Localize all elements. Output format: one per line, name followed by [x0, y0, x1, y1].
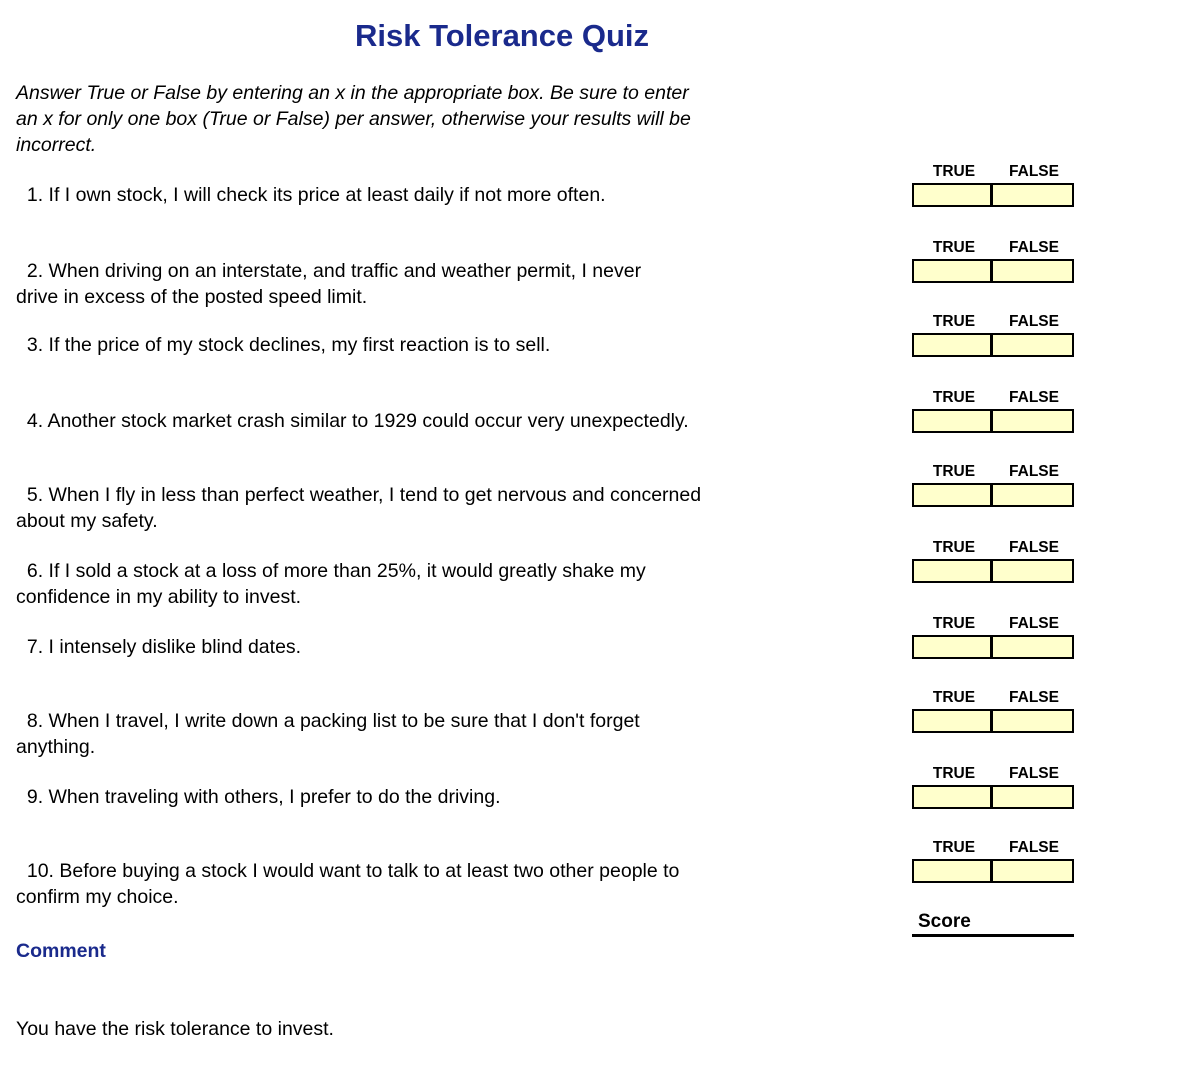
question-1-text: 1. If I own stock, I will check its price at least daily if not more often.	[16, 184, 606, 206]
question-10-true-box[interactable]	[912, 859, 992, 883]
false-label: FALSE	[1009, 163, 1059, 180]
true-label: TRUE	[932, 615, 976, 632]
true-label: TRUE	[932, 313, 976, 330]
score-label: Score	[918, 911, 971, 932]
true-label: TRUE	[932, 689, 976, 706]
question-7-text: 7. I intensely dislike blind dates.	[16, 636, 302, 658]
question-2-answer	[912, 239, 1074, 285]
question-9-answer	[912, 765, 1074, 811]
question-4-text: 4. Another stock market crash similar to 1929 could occur very unexpectedly.	[16, 410, 689, 432]
question-6-answer	[912, 539, 1074, 585]
instructions-text: Answer True or False by entering an x in the appropriate box. Be sure to enter an x for only one box (True or False) per answer, otherwise your results will be incorrect.	[16, 82, 691, 156]
question-2-false-box[interactable]	[992, 259, 1074, 283]
true-label: TRUE	[932, 239, 976, 256]
question-7-false-box[interactable]	[992, 635, 1074, 659]
question-5-false-box[interactable]	[992, 483, 1074, 507]
false-label: FALSE	[1009, 689, 1059, 706]
false-label: FALSE	[1009, 389, 1059, 406]
true-label: TRUE	[932, 389, 976, 406]
question-9-true-box[interactable]	[912, 785, 992, 809]
score-underline	[912, 934, 1074, 937]
question-6-text: 6. If I sold a stock at a loss of more than 25%, it would greatly shake my confidence in my ability to invest.	[16, 560, 646, 608]
question-8-true-box[interactable]	[912, 709, 992, 733]
question-3-true-box[interactable]	[912, 333, 992, 357]
false-label: FALSE	[1009, 839, 1059, 856]
false-label: FALSE	[1009, 539, 1059, 556]
question-2-true-box[interactable]	[912, 259, 992, 283]
question-10-text: 10. Before buying a stock I would want to talk to at least two other people to confirm my choice.	[16, 860, 680, 908]
question-8-answer	[912, 689, 1074, 735]
question-5-text: 5. When I fly in less than perfect weather, I tend to get nervous and concerned about my safety.	[16, 484, 702, 532]
question-3-text: 3. If the price of my stock declines, my first reaction is to sell.	[16, 334, 551, 356]
question-8-text: 8. When I travel, I write down a packing list to be sure that I don't forget anything.	[16, 710, 640, 758]
false-label: FALSE	[1009, 765, 1059, 782]
question-6-true-box[interactable]	[912, 559, 992, 583]
question-7-answer	[912, 615, 1074, 661]
true-label: TRUE	[932, 463, 976, 480]
question-8-false-box[interactable]	[992, 709, 1074, 733]
question-9-false-box[interactable]	[992, 785, 1074, 809]
question-1-false-box[interactable]	[992, 183, 1074, 207]
question-7-true-box[interactable]	[912, 635, 992, 659]
question-3-false-box[interactable]	[992, 333, 1074, 357]
false-label: FALSE	[1009, 463, 1059, 480]
comment-heading: Comment	[16, 940, 106, 962]
question-10-false-box[interactable]	[992, 859, 1074, 883]
question-2-text: 2. When driving on an interstate, and traffic and weather permit, I never drive in excess of the posted speed limit.	[16, 260, 642, 308]
false-label: FALSE	[1009, 313, 1059, 330]
false-label: FALSE	[1009, 615, 1059, 632]
true-label: TRUE	[932, 163, 976, 180]
question-9-text: 9. When traveling with others, I prefer to do the driving.	[16, 786, 501, 808]
question-4-answer	[912, 389, 1074, 435]
page-title: Risk Tolerance Quiz	[354, 18, 649, 53]
question-1-answer	[912, 163, 1074, 209]
question-10-answer	[912, 839, 1074, 885]
question-6-false-box[interactable]	[992, 559, 1074, 583]
question-5-true-box[interactable]	[912, 483, 992, 507]
question-5-answer	[912, 463, 1074, 509]
question-4-true-box[interactable]	[912, 409, 992, 433]
true-label: TRUE	[932, 765, 976, 782]
true-label: TRUE	[932, 839, 976, 856]
question-1-true-box[interactable]	[912, 183, 992, 207]
false-label: FALSE	[1009, 239, 1059, 256]
question-4-false-box[interactable]	[992, 409, 1074, 433]
question-3-answer	[912, 313, 1074, 359]
true-label: TRUE	[932, 539, 976, 556]
comment-result-text: You have the risk tolerance to invest.	[16, 1018, 334, 1040]
